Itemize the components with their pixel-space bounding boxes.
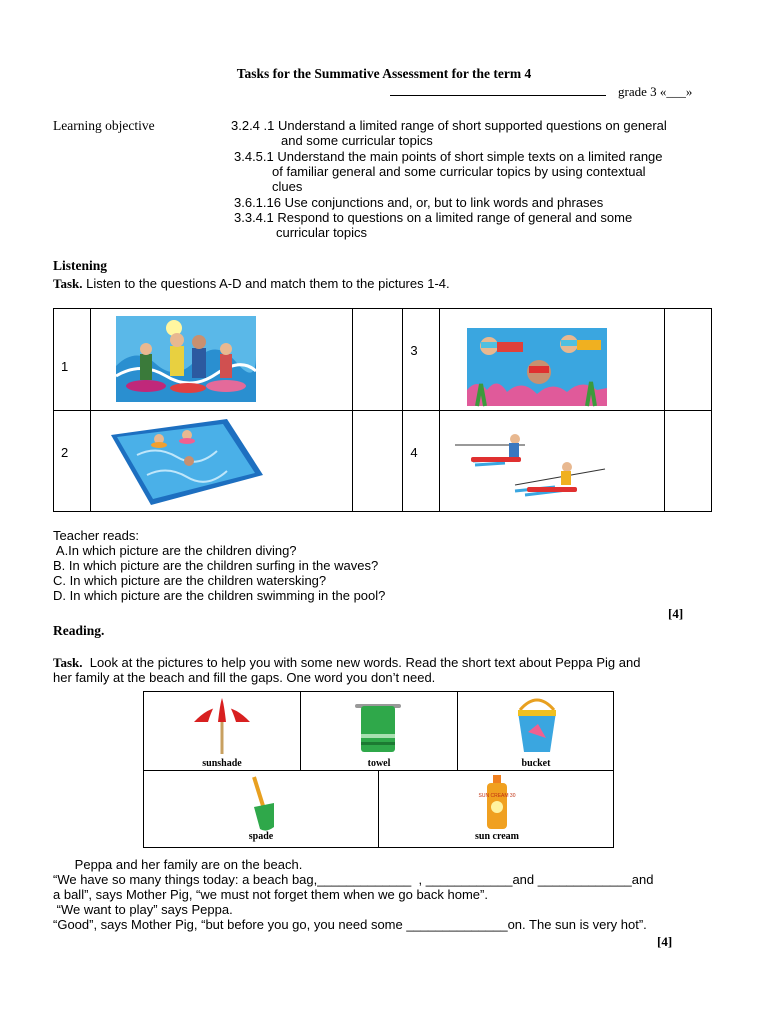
reading-text-line4: “We want to play” says Peppa. <box>53 902 233 917</box>
word-label-spade: spade <box>248 831 274 842</box>
picture-cell-2 <box>90 411 352 512</box>
word-pictures-box <box>143 691 614 848</box>
reading-score: [4] <box>657 934 673 949</box>
reading-text-line1: Peppa and her family are on the beach. <box>53 857 303 872</box>
question-d: D. In which picture are the children swimming in the pool? <box>53 588 386 603</box>
objective-2-line2: of familiar general and some curricular topics by using contextual <box>272 164 646 179</box>
listening-task <box>53 276 450 291</box>
answer-cell-1[interactable] <box>352 309 403 411</box>
page-title: Tasks for the Summative Assessment for the term 4 <box>236 66 532 81</box>
word-card-sun-cream <box>379 771 615 849</box>
picture-cell-3 <box>440 309 665 411</box>
picture-number-cell <box>403 411 440 512</box>
objective-3: 3.6.1.16 Use conjunctions and, or, but to link words and phrases <box>234 195 604 210</box>
listening-task-text: Listen to the questions A-D and match them to the pictures 1-4. <box>82 276 450 291</box>
answer-cell-3[interactable] <box>665 309 712 411</box>
listening-score: [4] <box>668 606 684 621</box>
objective-1-line1: 3.2.4 .1 Understand a limited range of short supported questions on general <box>231 118 667 133</box>
grade-line <box>390 84 692 100</box>
bucket-icon <box>514 696 560 754</box>
reading-task-line2: her family at the beach and fill the gaps. One word you don’t need. <box>53 670 436 685</box>
picture-number-cell <box>54 309 91 411</box>
waterskiing-children-picture <box>455 429 605 497</box>
diving-children-picture <box>467 328 607 406</box>
picture-number-3: 3 <box>410 343 418 358</box>
surfing-children-picture <box>116 316 256 402</box>
word-card-sunshade <box>144 692 300 770</box>
reading-task-label: Task. <box>53 655 83 670</box>
word-label-sunshade: sunshade <box>202 758 242 769</box>
word-label-towel: towel <box>367 758 391 769</box>
objective-4-line2: curricular topics <box>276 225 368 240</box>
listening-heading: Listening <box>53 258 108 273</box>
question-b: B. In which picture are the children surfing in the waves? <box>53 558 379 573</box>
objective-label: Learning objective <box>53 118 155 133</box>
question-c: C. In which picture are the children watersking? <box>53 573 327 588</box>
picture-cell-4 <box>440 411 665 512</box>
listening-task-label: Task. <box>53 276 83 291</box>
picture-number-cell <box>54 411 91 512</box>
sunshade-icon <box>192 698 252 754</box>
sun-cream-bottle-label: SUN CREAM 30 <box>478 793 516 799</box>
reading-heading: Reading. <box>53 623 105 638</box>
objective-2-line1: 3.4.5.1 Understand the main points of short simple texts on a limited range <box>234 149 663 164</box>
word-label-bucket: bucket <box>521 758 551 769</box>
objective-2 <box>234 149 663 194</box>
listening-questions <box>53 543 385 603</box>
objective-1 <box>231 118 667 148</box>
towel-icon <box>353 700 403 754</box>
name-blank <box>390 84 606 96</box>
word-card-bucket <box>458 692 614 770</box>
teacher-reads: Teacher reads: <box>53 528 139 543</box>
word-card-towel <box>301 692 457 770</box>
answer-cell-4[interactable] <box>665 411 712 512</box>
sun-cream-icon <box>478 775 516 831</box>
objective-1-line2: and some curricular topics <box>281 133 433 148</box>
objective-4-line1: 3.3.4.1 Respond to questions on a limited range of general and some <box>234 210 633 225</box>
objective-4 <box>234 210 632 240</box>
reading-text-line5: “Good”, says Mother Pig, “but before you go, you need some ______________on. The sun is very hot”. <box>53 917 647 932</box>
spade-icon <box>244 775 278 833</box>
picture-cell-1 <box>90 309 352 411</box>
reading-task-text: Look at the pictures to help you with some new words. Read the short text about Peppa Pig and <box>82 655 641 670</box>
grade-label: grade 3 «___» <box>618 84 693 99</box>
swimming-pool-picture <box>107 415 267 507</box>
reading-text-line3: a ball”, says Mother Pig, “we must not forget them when we go back home”. <box>53 887 488 902</box>
picture-number-1: 1 <box>61 359 69 374</box>
question-a: A.In which picture are the children diving? <box>53 543 297 558</box>
picture-number-cell <box>403 309 440 411</box>
picture-number-4: 4 <box>410 445 418 460</box>
word-card-spade <box>144 771 378 849</box>
answer-cell-2[interactable] <box>352 411 403 512</box>
listening-pictures-table <box>53 308 712 512</box>
objective-2-line3: clues <box>272 179 303 194</box>
reading-task-line1 <box>53 655 640 670</box>
word-label-sun-cream: sun cream <box>475 831 519 842</box>
picture-number-2: 2 <box>61 445 69 460</box>
reading-text <box>53 857 713 932</box>
reading-text-line2: “We have so many things today: a beach bag,_____________ , ____________and _____________and <box>53 872 654 887</box>
